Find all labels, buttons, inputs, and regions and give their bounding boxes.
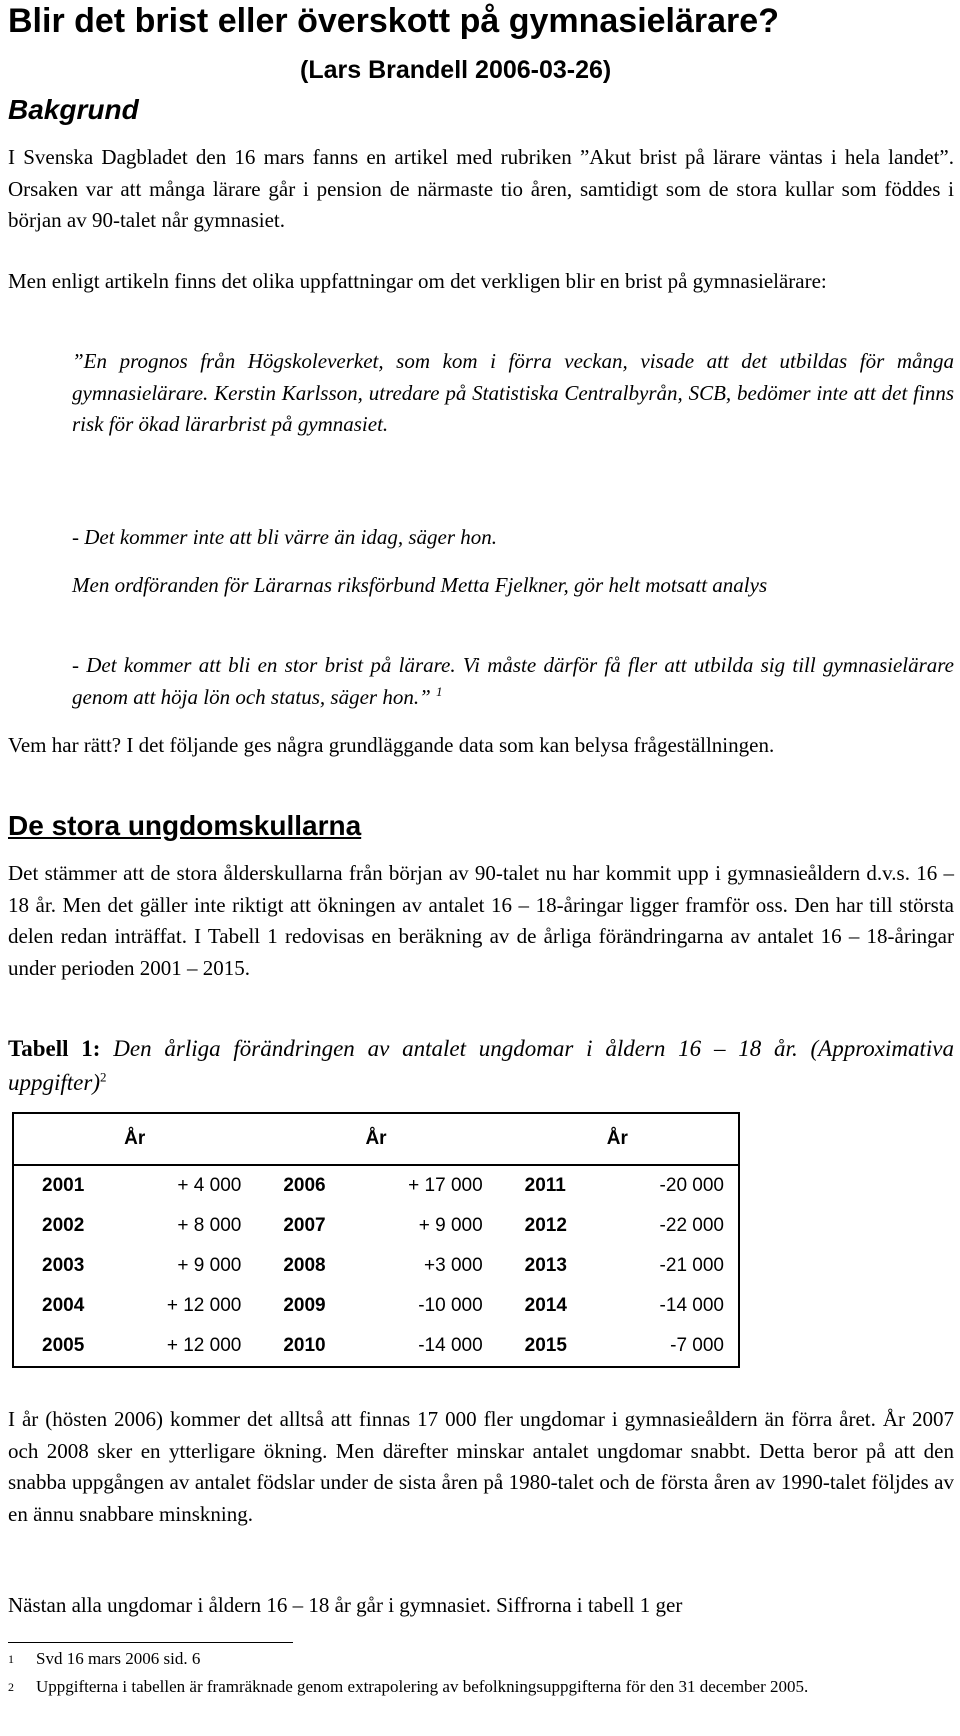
quote-karlsson: - Det kommer inte att bli värre än idag, säger hon. — [72, 525, 497, 549]
change-cell: + 9 000 — [418, 1215, 483, 1236]
table-caption — [8, 1032, 954, 1100]
year-cell: 2010 — [283, 1335, 326, 1356]
table-caption-text: Den årliga förändringen av antalet ungdomar i åldern 16 – 18 år. (Approximativa uppgifter) — [8, 1036, 954, 1095]
change-cell: -7 000 — [670, 1335, 724, 1356]
change-cell: + 17 000 — [408, 1175, 483, 1196]
quote-fjelkner-intro: Men ordföranden för Lärarnas riksförbund Metta Fjelkner, gör helt motsatt analys — [72, 573, 768, 597]
year-cell: 2011 — [524, 1175, 566, 1196]
footnote-ref-1: 1 — [436, 683, 443, 699]
year-cell: 2012 — [524, 1215, 567, 1236]
table-row — [13, 1286, 739, 1326]
footnote-1 — [8, 1648, 948, 1670]
paragraph-bakgrund-1: I Svenska Dagbladet den 16 mars fanns en artikel med rubriken ”Akut brist på lärare väntas i hela landet”. Orsaken var att många lärare går i pension de närmaste tio åren, samtidigt som de stora kullar som föddes i början av 90-talet når gymnasiet. — [8, 145, 954, 232]
year-cell: 2002 — [42, 1215, 85, 1236]
footnote-ref-2: 2 — [100, 1069, 107, 1085]
table-row — [13, 1206, 739, 1246]
year-cell: 2003 — [42, 1255, 85, 1276]
footnote-2-number: 2 — [8, 1680, 14, 1694]
table-header-row — [13, 1113, 739, 1165]
footnote-separator — [8, 1642, 293, 1643]
change-cell: + 9 000 — [177, 1255, 242, 1276]
change-cell: + 12 000 — [166, 1335, 242, 1356]
change-cell: -14 000 — [659, 1295, 724, 1316]
table-header-ar-3: År — [497, 1113, 739, 1165]
paragraph-kullar-2: I år (hösten 2006) kommer det alltså att finnas 17 000 fler ungdomar i gymnasieåldern än förra året. År 2007 och 2008 sker en ytterligare ökning. Men därefter minskar antalet ungdomar snabbt. Detta beror på att den snabba uppgången av antalet födslar under de sista åren på 1980-talet och de första åren av 1990-talet följdes av en ännu snabbare minskning. — [8, 1407, 954, 1526]
data-table — [12, 1112, 740, 1368]
change-cell: -10 000 — [418, 1295, 483, 1316]
quote-fjelkner-text: - Det kommer att bli en stor brist på lärare. Vi måste därför få fler att utbilda sig till gymnasielärare genom att höja lön och status, säger hon.” — [72, 653, 954, 709]
change-cell: -20 000 — [659, 1175, 724, 1196]
table-caption-label: Tabell 1: — [8, 1036, 101, 1061]
byline: (Lars Brandell 2006-03-26) — [300, 56, 612, 84]
year-cell: 2009 — [283, 1295, 326, 1316]
change-cell: + 12 000 — [166, 1295, 242, 1316]
table-row — [13, 1246, 739, 1286]
quote-prognos: ”En prognos från Högskoleverket, som kom i förra veckan, visade att det utbildas för många gymnasielärare. Kerstin Karlsson, utredare på Statistiska Centralbyrån, SCB, bedömer inte att det finns risk för ökad lärarbrist på gymnasiet. — [72, 349, 954, 436]
year-cell: 2001 — [42, 1175, 85, 1196]
paragraph-kullar-1: Det stämmer att de stora ålderskullarna från början av 90-talet nu har kommit upp i gymnasieåldern d.v.s. 16 – 18 år. Men det gäller inte riktigt att ökningen av antalet 16 – 18-åringar ligger framför oss. Den har till största delen redan inträffat. I Tabell 1 redovisas en beräkning av de årliga förändringarna av antalet 16 – 18-åringar under perioden 2001 – 2015. — [8, 861, 954, 980]
change-cell: -21 000 — [659, 1255, 724, 1276]
change-cell: +3 000 — [424, 1255, 483, 1276]
year-cell: 2006 — [283, 1175, 326, 1196]
footnote-2 — [8, 1676, 948, 1698]
year-cell: 2014 — [524, 1295, 567, 1316]
change-cell: -14 000 — [418, 1335, 483, 1356]
footnote-2-text: Uppgifterna i tabellen är framräknade genom extrapolering av befolkningsuppgifterna för den 31 december 2005. — [36, 1677, 809, 1696]
change-cell: + 8 000 — [177, 1215, 242, 1236]
paragraph-bakgrund-3: Vem har rätt? I det följande ges några grundläggande data som kan belysa frågeställningen. — [8, 733, 775, 757]
section-heading-bakgrund: Bakgrund — [8, 94, 139, 125]
section-heading-kullar: De stora ungdomskullarna — [8, 810, 362, 841]
footnote-1-text: Svd 16 mars 2006 sid. 6 — [36, 1649, 201, 1668]
year-cell: 2005 — [42, 1335, 85, 1356]
year-cell: 2013 — [524, 1255, 567, 1276]
table-row — [13, 1326, 739, 1367]
year-cell: 2004 — [42, 1295, 85, 1316]
footnote-1-number: 1 — [8, 1652, 14, 1666]
paragraph-bakgrund-2: Men enligt artikeln finns det olika uppfattningar om det verkligen blir en brist på gymnasielärare: — [8, 269, 827, 293]
year-cell: 2008 — [283, 1255, 326, 1276]
quote-fjelkner — [72, 650, 954, 713]
change-cell: + 4 000 — [177, 1175, 242, 1196]
year-cell: 2007 — [283, 1215, 326, 1236]
table-header-ar-1: År — [13, 1113, 255, 1165]
change-cell: -22 000 — [659, 1215, 724, 1236]
table-row — [13, 1165, 739, 1206]
table-header-ar-2: År — [255, 1113, 496, 1165]
year-cell: 2015 — [524, 1335, 567, 1356]
paragraph-kullar-3: Nästan alla ungdomar i åldern 16 – 18 år går i gymnasiet. Siffrorna i tabell 1 ger — [8, 1593, 683, 1617]
document-title: Blir det brist eller överskott på gymnasielärare? — [8, 2, 779, 40]
